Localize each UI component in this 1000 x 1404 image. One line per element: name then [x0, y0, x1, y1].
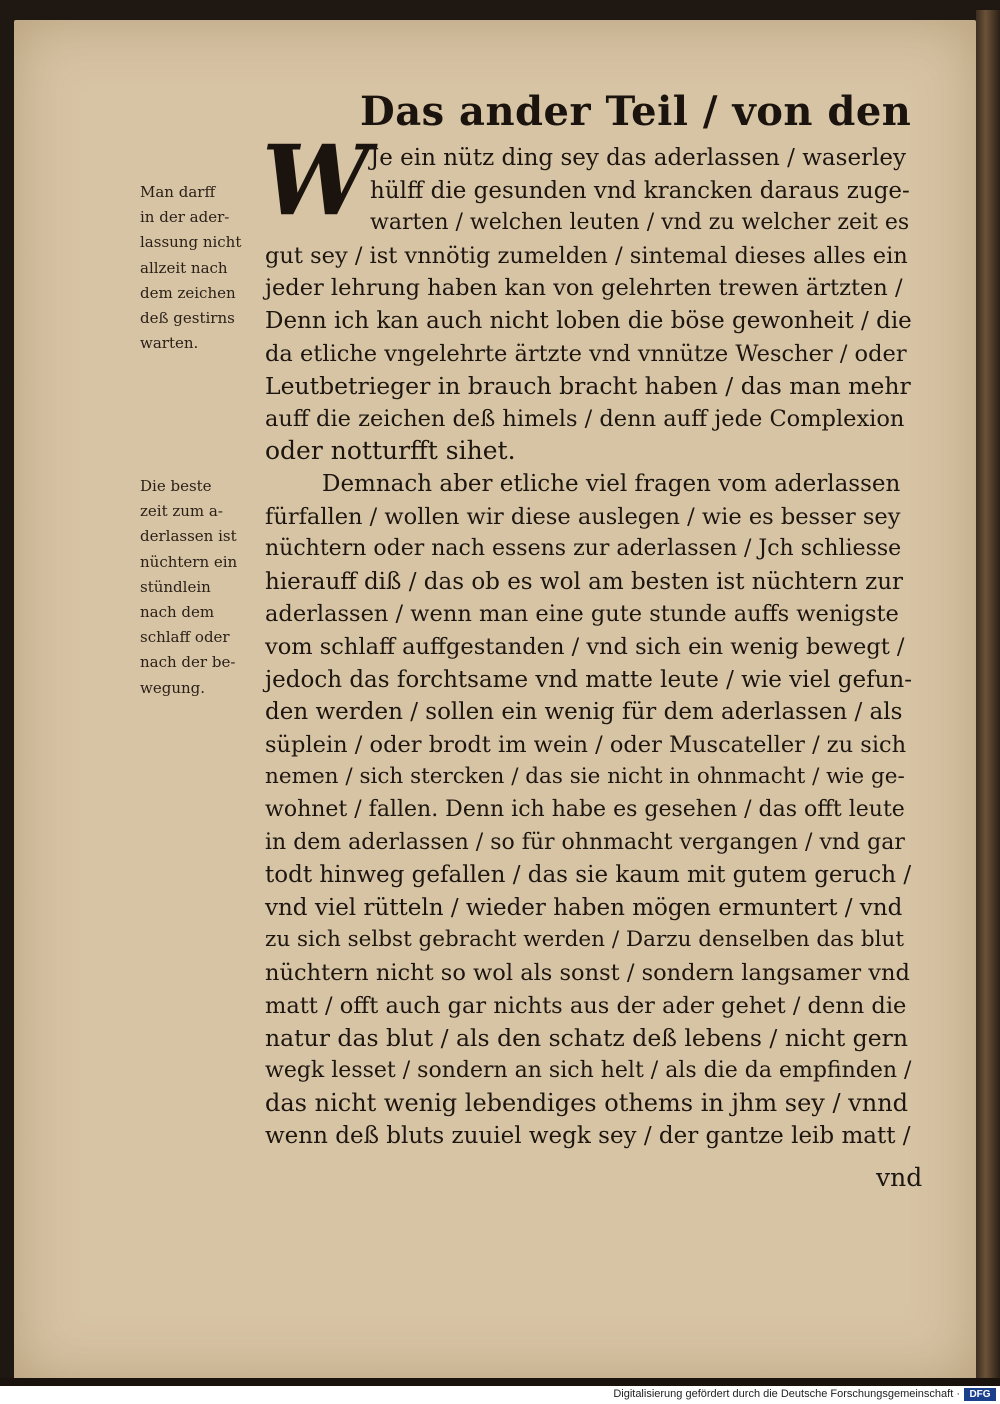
body-line: Denn ich kan auch nicht loben die böse gewonheit / die — [265, 308, 912, 334]
running-header: Das ander Teil / von den — [360, 88, 912, 135]
margin-note-line: Die beste — [140, 477, 212, 495]
body-line: hierauff diß / das ob es wol am besten ist nüchtern zur — [265, 568, 904, 595]
body-line: oder notturfft sihet. — [265, 436, 516, 466]
body-line: zu sich selbst gebracht werden / Darzu denselben das blut — [265, 927, 904, 953]
body-line: hülff die gesunden vnd krancken daraus zuge- — [370, 177, 910, 204]
body-line: auff die zeichen deß himels / denn auff jede Complexion — [265, 405, 905, 432]
body-line: vnd viel rütteln / wieder haben mögen ermuntert / vnd — [265, 894, 903, 921]
body-line: nüchtern oder nach essens zur aderlassen / Jch schliesse — [265, 536, 902, 562]
body-line: das nicht wenig lebendiges othems in jhm sey / vnnd — [265, 1089, 909, 1118]
margin-note-line: derlassen ist — [140, 527, 237, 546]
margin-note-line: nüchtern ein — [140, 552, 238, 571]
margin-note-line: Man darff — [140, 183, 216, 201]
body-line: den werden / sollen ein wenig für dem aderlassen / als — [265, 699, 903, 726]
body-line: todt hinweg gefallen / das sie kaum mit gutem geruch / — [265, 862, 912, 889]
margin-note-line: in der ader- — [140, 208, 230, 227]
book-bottom-edge — [0, 1378, 1000, 1386]
margin-note-line: deß gestirns — [140, 309, 235, 327]
body-line: in dem aderlassen / so für ohnmacht vergangen / vnd gar — [265, 829, 905, 855]
body-line: jeder lehrung haben kan von gelehrten trewen ärtzten / — [265, 275, 903, 302]
margin-note-line: nach dem — [140, 603, 215, 621]
body-line: nüchtern nicht so wol als sonst / sondern langsamer vnd — [265, 960, 910, 986]
margin-note-line: wegung. — [140, 678, 206, 697]
body-line: Leutbetrieger in brauch bracht haben / das man mehr — [265, 372, 911, 401]
body-line: süplein / oder brodt im wein / oder Muscateller / zu sich — [265, 731, 907, 758]
margin-note-line: stündlein — [140, 577, 211, 596]
body-line: matt / offt auch gar nichts aus der ader gehet / denn die — [265, 992, 907, 1019]
body-line: da etliche vngelehrte ärtzte vnd vnnütze Wescher / oder — [265, 340, 907, 367]
margin-note-line: warten. — [140, 334, 199, 353]
body-line: fürfallen / wollen wir diese auslegen / wie es besser sey — [265, 503, 901, 530]
body-line: Demnach aber etliche viel fragen vom aderlassen — [322, 471, 901, 497]
drop-cap: W — [262, 124, 370, 237]
funding-note: Digitalisierung gefördert durch die Deutsche Forschungsgemeinschaft · — [613, 1388, 960, 1400]
body-line: warten / welchen leuten / vnd zu welcher zeit es — [370, 210, 910, 236]
catchword: vnd — [876, 1163, 923, 1192]
body-line: wenn deß bluts zuuiel wegk sey / der gantze leib matt / — [265, 1123, 911, 1149]
margin-note-line: zeit zum a- — [140, 502, 223, 521]
body-line: wegk lesset / sondern an sich helt / als die da empfinden / — [265, 1057, 912, 1083]
body-line: nemen / sich stercken / das sie nicht in ohnmacht / wie ge- — [265, 764, 905, 790]
body-line: aderlassen / wenn man eine gute stunde auffs wenigste — [265, 601, 899, 628]
body-line: natur das blut / als den schatz deß lebens / nicht gern — [265, 1024, 909, 1053]
margin-note-line: schlaff oder — [140, 628, 230, 647]
footer-bar — [0, 1386, 1000, 1404]
margin-note-line: allzeit nach — [140, 258, 228, 277]
margin-note-line: lassung nicht — [140, 233, 242, 252]
body-line: vom schlaff auffgestanden / vnd sich ein wenig bewegt / — [265, 634, 905, 660]
margin-note-line: dem zeichen — [140, 283, 236, 302]
body-line: Je ein nütz ding sey das aderlassen / waserley — [370, 145, 907, 171]
body-line: jedoch das forchtsame vnd matte leute / wie viel gefun- — [265, 666, 913, 693]
body-line: wohnet / fallen. Denn ich habe es gesehen / das offt leute — [265, 797, 905, 822]
book-edge — [976, 10, 1000, 1386]
body-line: gut sey / ist vnnötig zumelden / sintemal dieses alles ein — [265, 242, 908, 269]
margin-note-line: nach der be- — [140, 653, 236, 672]
dfg-logo: DFG — [964, 1388, 996, 1401]
